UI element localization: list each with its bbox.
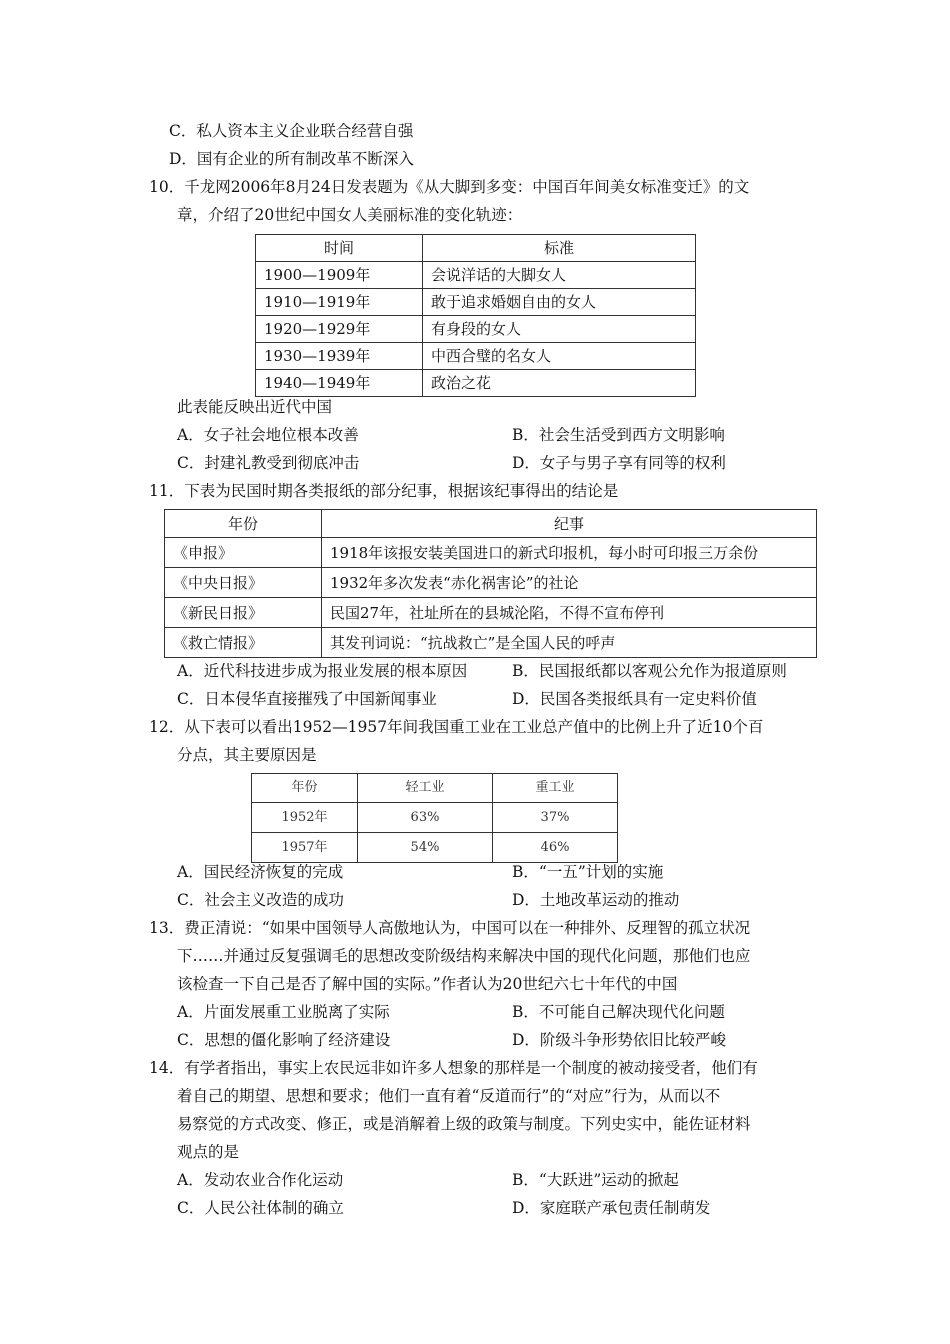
q11-table-cell: 《救亡情报》 [165,628,322,658]
q14-stem-line2: 着自己的期望、思想和要求；他们一直有着“反道而行”的“对应”行为，从而以不 [177,1087,721,1105]
q10-table-cell: 1930—1939年 [256,343,423,370]
q12-option-c: C．社会主义改造的成功 [177,891,344,909]
q13-option-a: A．片面发展重工业脱离了实际 [177,1003,390,1021]
q9-option-d: D．国有企业的所有制改革不断深入 [169,150,414,168]
q12-table-header: 年份 [252,774,358,803]
q14-option-d: D．家庭联产承包责任制萌发 [512,1199,711,1217]
q11-table-cell: 1932年多次发表“赤化祸害论”的社论 [322,568,817,598]
q10-stem-end: 此表能反映出近代中国 [177,398,333,416]
q10-option-b: B．社会生活受到西方文明影响 [512,426,725,444]
q13-option-c: C．思想的僵化影响了经济建设 [177,1031,391,1049]
q14-stem-line4: 观点的是 [177,1143,240,1161]
q10-option-c: C．封建礼教受到彻底冲击 [177,454,360,472]
q10-table-cell: 1940—1949年 [256,370,423,397]
q10-option-a: A．女子社会地位根本改善 [177,426,359,444]
q12-table-cell: 37% [493,803,618,833]
q11-table-cell: 《中央日报》 [165,568,322,598]
q12-table-header: 重工业 [493,774,618,803]
q10-option-d: D．女子与男子享有同等的权利 [512,454,726,472]
q11-stem: 11．下表为民国时期各类报纸的部分纪事，根据该纪事得出的结论是 [149,482,619,500]
q12-stem-line2: 分点，其主要原因是 [177,746,317,764]
q13-option-d: D．阶级斗争形势依旧比较严峻 [512,1031,726,1049]
q14-option-b: B．“大跃进”运动的掀起 [512,1171,679,1189]
q13-stem-line1: 13．费正清说：“如果中国领导人高傲地认为，中国可以在一种排外、反理智的孤立状况 [149,919,751,937]
q10-table-header: 标准 [423,235,696,262]
q12-option-b: B．“一五”计划的实施 [512,863,664,881]
q11-option-a: A．近代科技进步成为报业发展的根本原因 [177,662,468,680]
q11-table [164,509,817,658]
q12-table-cell: 46% [493,833,618,863]
q10-table [255,234,696,397]
q10-table-cell: 1910—1919年 [256,289,423,316]
q12-table-header: 轻工业 [358,774,493,803]
q11-table-cell: 民国27年，社址所在的县城沦陷，不得不宣布停刊 [322,598,817,628]
q14-stem-line1: 14．有学者指出，事实上农民远非如许多人想象的那样是一个制度的被动接受者，他们有 [149,1059,758,1077]
q11-table-header: 年份 [165,510,322,538]
q9-option-c: C．私人资本主义企业联合经营自强 [169,122,414,140]
q10-table-header: 时间 [256,235,423,262]
q11-table-cell: 1918年该报安装美国进口的新式印报机，每小时可印报三万余份 [322,538,817,568]
q13-stem-line2: 下……并通过反复强调毛的思想改变阶级结构来解决中国的现代化问题，那他们也应 [177,947,751,965]
q10-table-cell: 中西合璧的名女人 [423,343,696,370]
q11-table-header: 纪事 [322,510,817,538]
q14-option-c: C．人民公社体制的确立 [177,1199,344,1217]
q12-table-cell: 1952年 [252,803,358,833]
q12-option-d: D．土地改革运动的推动 [512,891,680,909]
q12-table-cell: 1957年 [252,833,358,863]
q12-table [251,773,618,863]
q10-stem-line1: 10．千龙网2006年8月24日发表题为《从大脚到多变：中国百年间美女标准变迁》的文 [149,178,750,196]
q14-stem-line3: 易察觉的方式改变、修正，或是消解着上级的政策与制度。下列史实中，能佐证材料 [177,1115,751,1133]
q11-option-d: D．民国各类报纸具有一定史料价值 [512,690,757,708]
q12-table-cell: 54% [358,833,493,863]
q10-table-cell: 敢于追求婚姻自由的女人 [423,289,696,316]
q10-table-cell: 1920—1929年 [256,316,423,343]
q10-stem-line2: 章，介绍了20世纪中国女人美丽标准的变化轨迹： [177,206,523,224]
q11-table-cell: 《申报》 [165,538,322,568]
q10-table-cell: 1900—1909年 [256,262,423,289]
q12-table-cell: 63% [358,803,493,833]
q10-table-cell: 会说洋话的大脚女人 [423,262,696,289]
q13-option-b: B．不可能自己解决现代化问题 [512,1003,725,1021]
q12-option-a: A．国民经济恢复的完成 [177,863,344,881]
q13-stem-line3: 该检查一下自己是否了解中国的实际。”作者认为20世纪六七十年代的中国 [177,975,678,993]
q10-table-cell: 有身段的女人 [423,316,696,343]
q11-table-cell: 《新民日报》 [165,598,322,628]
q10-table-cell: 政治之花 [423,370,696,397]
q11-option-c: C．日本侵华直接摧残了中国新闻事业 [177,690,437,708]
q12-stem-line1: 12．从下表可以看出1952—1957年间我国重工业在工业总产值中的比例上升了近10个百 [149,718,764,736]
q11-table-cell: 其发刊词说：“抗战救亡”是全国人民的呼声 [322,628,817,658]
q11-option-b: B．民国报纸都以客观公允作为报道原则 [512,662,787,680]
q14-option-a: A．发动农业合作化运动 [177,1171,344,1189]
